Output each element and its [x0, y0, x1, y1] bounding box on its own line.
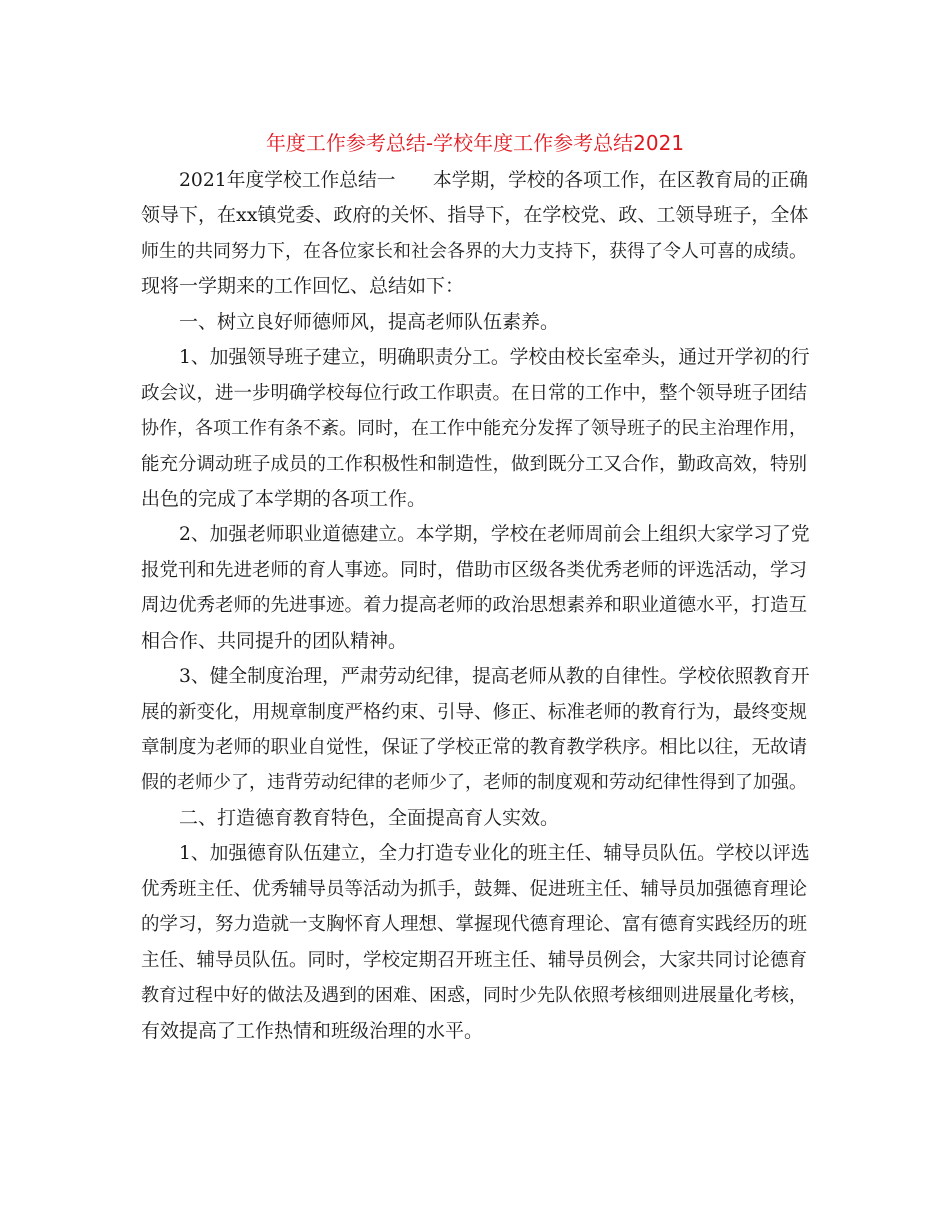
text-line: 2021年度学校工作总结一 本学期，学校的各项工作，在区教育局的正确: [179, 170, 808, 191]
text-line: 报党刊和先进老师的育人事迹。同时，借助市区级各类优秀老师的评选活动，学习: [141, 559, 808, 581]
text-line: 1、加强领导班子建立，明确职责分工。学校由校长室牵头，通过开学初的行: [179, 347, 810, 369]
text-line: 假的老师少了，违背劳动纪律的老师少了，老师的制度观和劳动纪律性得到了加强。: [141, 772, 807, 794]
text-line: 周边优秀老师的先进事迹。着力提高老师的政治思想素养和职业道德水平，打造互: [141, 595, 808, 617]
text-line: 师生的共同努力下，在各位家长和社会各界的大力支持下，获得了令人可喜的成绩。: [141, 240, 807, 262]
text-line: 的学习，努力造就一支胸怀育人理想、掌握现代德育理论、富有德育实践经历的班: [141, 914, 808, 936]
text-line: 2、加强老师职业道德建立。本学期，学校在老师周前会上组织大家学习了党: [179, 524, 810, 546]
document-body: [141, 163, 811, 1049]
document-title: 年度工作参考总结-学校年度工作参考总结2021: [265, 131, 685, 155]
text-line: 能充分调动班子成员的工作积极性和制造性，做到既分工又合作，勤政高效，特别: [141, 453, 808, 475]
text-line: 出色的完成了本学期的各项工作。: [141, 487, 427, 510]
text-line: 优秀班主任、优秀辅导员等活动为抓手，鼓舞、促进班主任、辅导员加强德育理论: [141, 878, 808, 900]
text-line: 章制度为老师的职业自觉性，保证了学校正常的教育教学秩序。相比以往，无故请: [141, 737, 808, 758]
text-line: 一、树立良好师德师风，提高老师队伍素养。: [179, 310, 560, 333]
text-line: 相合作、共同提升的团队精神。: [141, 629, 408, 652]
text-line: 协作，各项工作有条不紊。同时，在工作中能充分发挥了领导班子的民主治理作用，: [141, 418, 807, 440]
text-line: 领导下，在xx镇党委、政府的关怀、指导下，在学校党、政、工领导班子，全体: [141, 204, 809, 227]
text-line: 政会议，进一步明确学校每位行政工作职责。在日常的工作中，整个领导班子团结: [141, 382, 808, 404]
text-line: 二、打造德育教育特色，全面提高育人实效。: [179, 806, 560, 829]
text-line: 3、健全制度治理，严肃劳动纪律，提高老师从教的自律性。学校依照教育开: [179, 666, 810, 688]
text-line: 现将一学期来的工作回忆、总结如下：: [141, 275, 465, 298]
text-line: 展的新变化，用规章制度严格约束、引导、修正、标准老师的教育行为，最终变规: [141, 701, 808, 723]
text-line: 有效提高了工作热情和班级治理的水平。: [141, 1019, 484, 1042]
text-line: 主任、辅导员队伍。同时，学校定期召开班主任、辅导员例会，大家共同讨论德育: [141, 949, 808, 971]
text-line: 1、加强德育队伍建立，全力打造专业化的班主任、辅导员队伍。学校以评选: [179, 843, 810, 865]
text-line: 教育过程中好的做法及遇到的困难、困惑，同时少先队依照考核细则进展量化考核，: [141, 985, 807, 1007]
